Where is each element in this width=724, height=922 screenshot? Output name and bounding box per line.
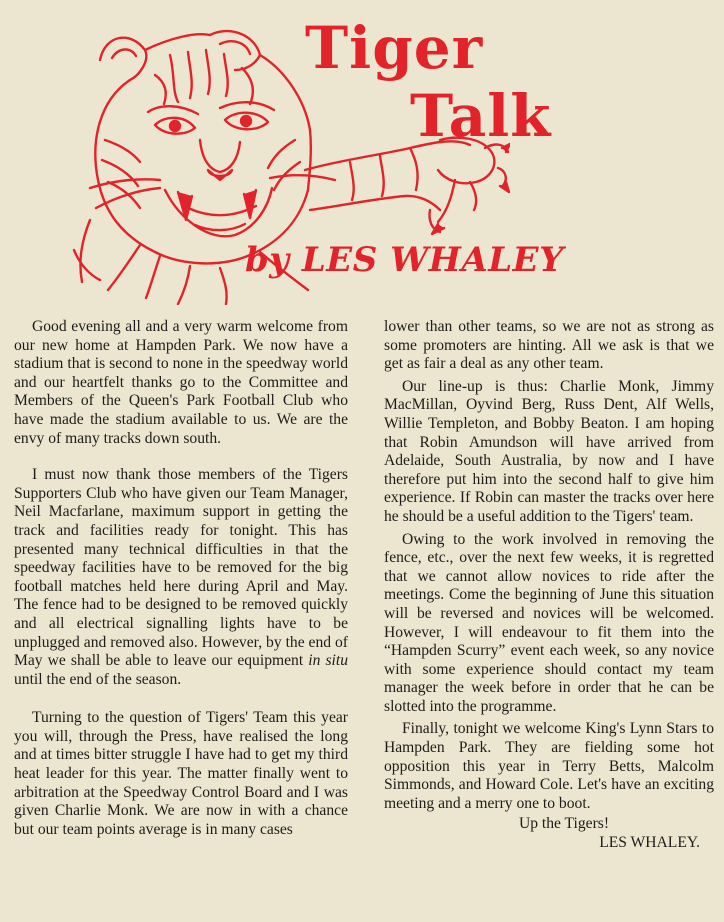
signoff: Up the Tigers! xyxy=(518,815,610,833)
paragraph-welcome: Good evening all and a very warm welcome from our new home at Hampden Park. We now have a stadium that is second to none in the speedway world and our heartfelt thanks go to the Committee and Members of the Queen's Park Football Club who have made the stadium available to us. We are the envy of many tracks down south. xyxy=(14,318,348,447)
signature: LES WHALEY. xyxy=(599,834,700,852)
paragraph-team: Turning to the question of Tigers' Team this year you will, through the Press, have realised the long and at times bitter struggle I have had to get my third heat leader for this year. The matter finally went to arbitration at the Speedway Control Board and I was given Charlie Monk. We are now in with a chance but our team points average is in many cases xyxy=(14,709,348,838)
right-column xyxy=(384,318,714,853)
title-tiger: Tiger xyxy=(305,14,484,82)
paragraph-supporters xyxy=(14,466,348,689)
author-byline: by LES WHALEY xyxy=(245,240,564,280)
paragraph-continued: lower than other teams, so we are not as strong as some promoters are hinting. All we ask is that we get as fair a deal as any other team. xyxy=(384,318,714,373)
paragraph-tonight: Finally, tonight we welcome King's Lynn Stars to Hampden Park. They are fielding some hot opposition this year in Terry Betts, Malcolm Simmonds, and Howard Cole. Let's have an exciting meeting and a merry one to boot. xyxy=(384,720,714,812)
title-talk: Talk xyxy=(410,82,552,150)
column-header xyxy=(0,0,724,310)
paragraph-supporters-end: until the end of the season. xyxy=(14,670,182,688)
paragraph-lineup: Our line-up is thus: Charlie Monk, Jimmy MacMillan, Oyvind Berg, Russ Dent, Alf Wells, Willie Templeton, and Bobby Beaton. I am hoping that Robin Amundson will have arrived from Adelaide, South Australia, by now and I have therefore put him into the second half to give him experience. If Robin can master the tracks over here he should be a useful addition to the Tigers' team. xyxy=(384,377,714,525)
left-column xyxy=(14,318,348,839)
paragraph-supporters-text: I must now thank those members of the Tigers Supporters Club who have given our Team Manager, Neil Macfarlane, maximum support in getting the track and facilities ready for tonight. This has presented many technical difficulties in that the speedway facilities have to be removed for the big football matches held here during April and May. The fence had to be designed to be removed quickly and all electrical signalling lights have to be unplugged and removed also. However, by the end of May we shall be able to leave our equipment xyxy=(14,466,348,670)
paragraph-novices: Owing to the work involved in removing the fence, etc., over the next few weeks, it is regretted that we cannot allow novices to ride after the meetings. Come the beginning of June this situation will be reversed and novices will be welcomed. However, I will endeavour to fit them into the “Hampden Scurry” event each week, so any novice with some experience should contact my team manager the week before in order that he can be slotted into the programme. xyxy=(384,530,714,715)
italic-phrase: in situ xyxy=(308,652,348,670)
